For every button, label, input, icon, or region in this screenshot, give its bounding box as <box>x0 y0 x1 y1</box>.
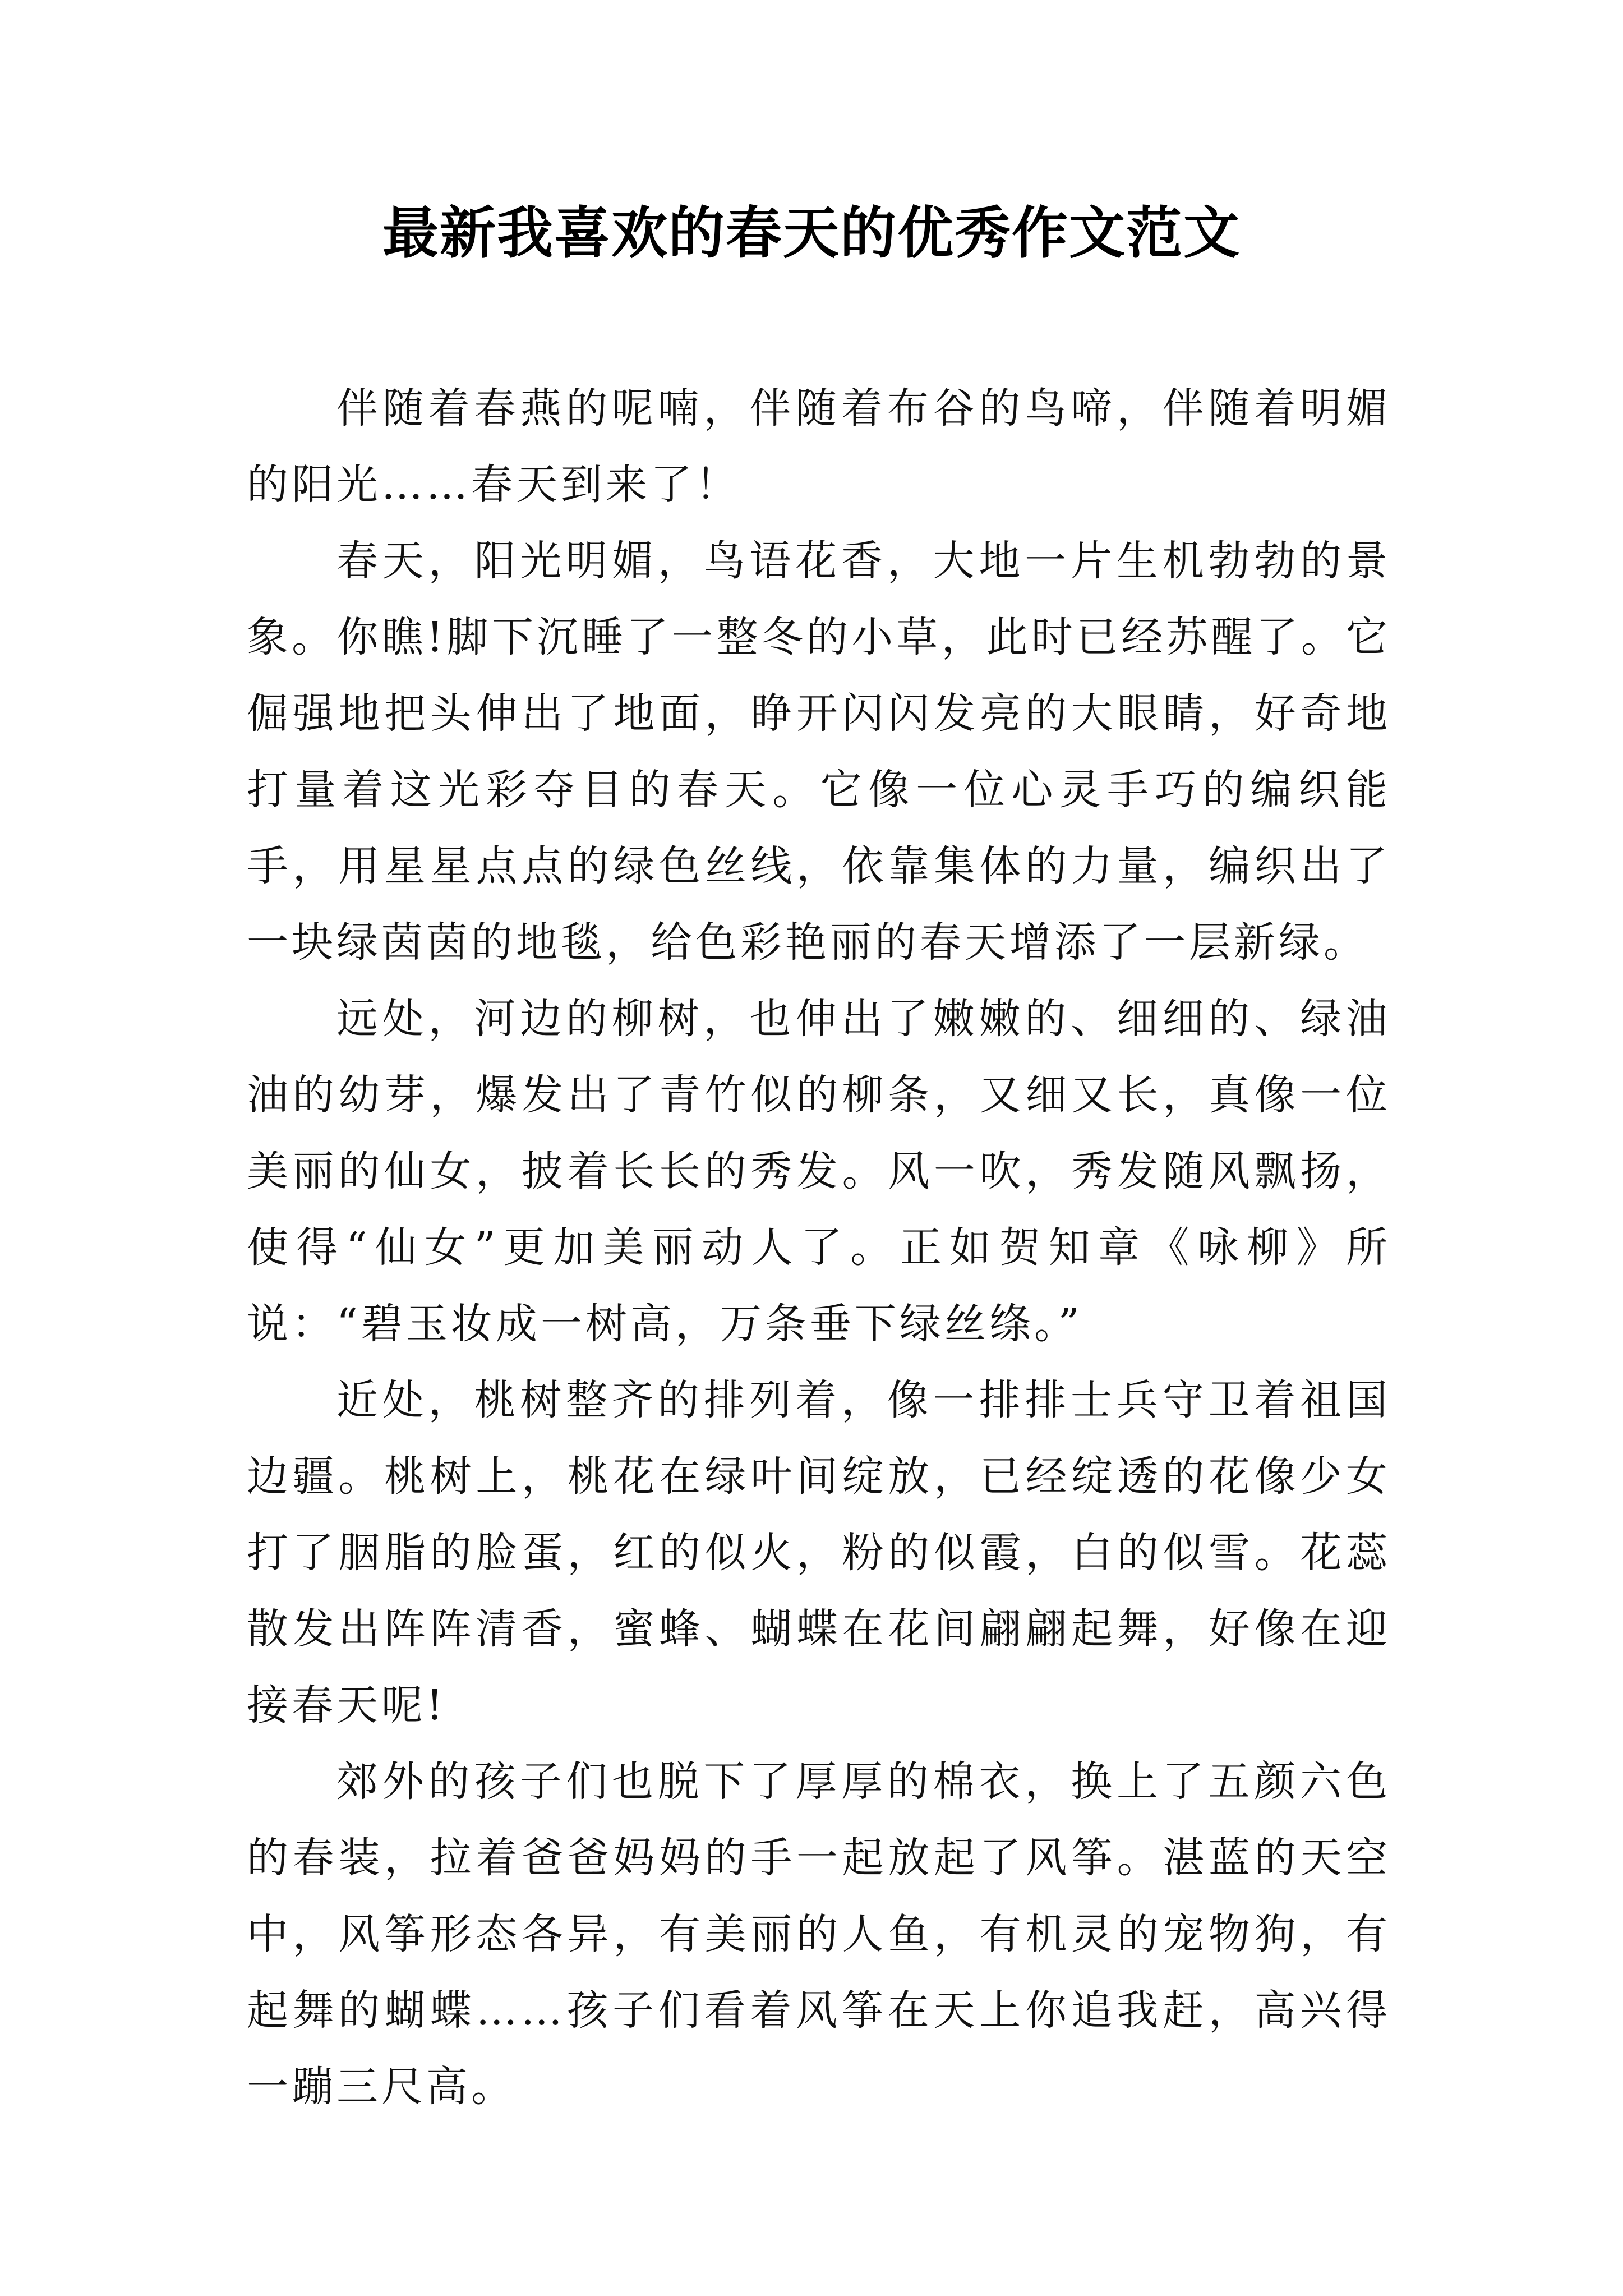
paragraph-4: 近处，桃树整齐的排列着，像一排排士兵守卫着祖国边疆。桃树上，桃花在绿叶间绽放，已经绽透的花像少女打了胭脂的脸蛋，红的似火，粉的似霞，白的似雪。花蕊散发出阵阵清香，蜜蜂、蝴蝶在花间翩翩起舞，好像在迎接春天呢! <box>247 1376 1391 1729</box>
paragraph-2: 春天，阳光明媚，鸟语花香，大地一片生机勃勃的景象。你瞧!脚下沉睡了一整冬的小草，此时已经苏醒了。它倔强地把头伸出了地面，睁开闪闪发亮的大眼睛，好奇地打量着这光彩夺目的春天。它像一位心灵手巧的编织能手，用星星点点的绿色丝线，依靠集体的力量，编织出了一块绿茵茵的地毯，给色彩艳丽的春天增添了一层新绿。 <box>247 537 1391 967</box>
paragraph-5: 郊外的孩子们也脱下了厚厚的棉衣，换上了五颜六色的春装，拉着爸爸妈妈的手一起放起了风筝。湛蓝的天空中，风筝形态各异，有美丽的人鱼，有机灵的宠物狗，有起舞的蝴蝶……孩子们看着风筝在天上你追我赶，高兴得一蹦三尺高。 <box>247 1757 1391 2111</box>
document-title: 最新我喜欢的春天的优秀作文范文 <box>382 200 1241 266</box>
paragraph-3: 远处，河边的柳树，也伸出了嫩嫩的、细细的、绿油油的幼芽，爆发出了青竹似的柳条，又细又长，真像一位美丽的仙女，披着长长的秀发。风一吹，秀发随风飘扬，使得“仙女”更加美丽动人了。正如贺知章《咏柳》所说：“碧玉妆成一树高，万条垂下绿丝绦。” <box>247 995 1391 1348</box>
paragraph-1: 伴随着春燕的呢喃，伴随着布谷的鸟啼，伴随着明媚的阳光……春天到来了！ <box>247 384 1391 509</box>
document-body <box>247 370 1391 2125</box>
